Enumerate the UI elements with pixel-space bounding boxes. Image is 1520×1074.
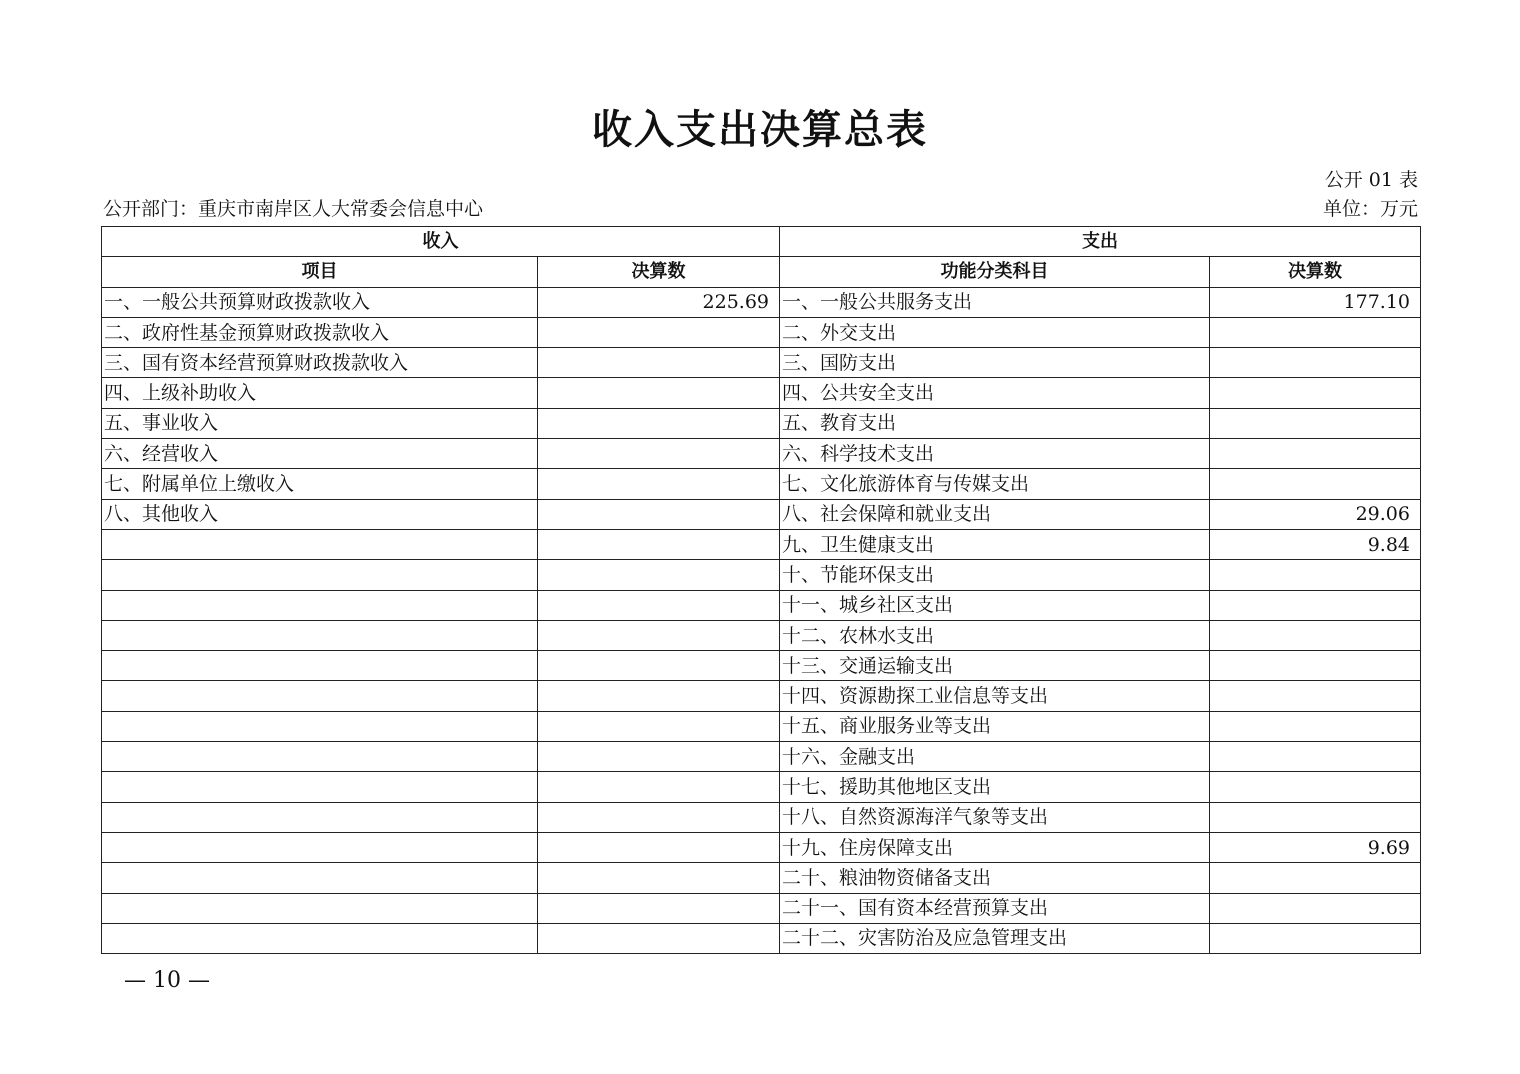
expense-item-cell: 十九、住房保障支出 (780, 832, 1210, 862)
expense-item-cell: 七、文化旅游体育与传媒支出 (780, 469, 1210, 499)
income-amount-cell (538, 378, 780, 408)
income-amount-cell (538, 832, 780, 862)
expense-item-cell: 六、科学技术支出 (780, 439, 1210, 469)
expense-item-cell: 二十、粮油物资储备支出 (780, 863, 1210, 893)
table-row (102, 529, 1421, 559)
table-body (102, 287, 1421, 954)
income-item-cell (102, 863, 538, 893)
department-label: 公开部门：重庆市南岸区人大常委会信息中心 (103, 198, 484, 220)
income-amount-cell (538, 681, 780, 711)
expense-amount-cell: 9.69 (1210, 832, 1421, 862)
expense-item-cell: 二十一、国有资本经营预算支出 (780, 893, 1210, 923)
income-amount-cell (538, 711, 780, 741)
table-row (102, 863, 1421, 893)
income-item-cell (102, 620, 538, 650)
income-item-cell (102, 590, 538, 620)
income-item-cell (102, 742, 538, 772)
expense-item-cell: 十七、援助其他地区支出 (780, 772, 1210, 802)
expense-item-cell: 十六、金融支出 (780, 742, 1210, 772)
table-row (102, 590, 1421, 620)
income-item-cell: 六、经营收入 (102, 439, 538, 469)
expense-item-cell: 一、一般公共服务支出 (780, 287, 1210, 317)
table-row (102, 499, 1421, 529)
income-item-cell: 二、政府性基金预算财政拨款收入 (102, 317, 538, 347)
income-item-cell (102, 923, 538, 953)
table-row (102, 802, 1421, 832)
income-amount-cell (538, 408, 780, 438)
income-amount-cell (538, 590, 780, 620)
table-row (102, 560, 1421, 590)
expense-amount-cell (1210, 893, 1421, 923)
income-item-cell (102, 529, 538, 559)
expense-amount-cell (1210, 439, 1421, 469)
income-amount-cell (538, 742, 780, 772)
expense-item-cell: 十八、自然资源海洋气象等支出 (780, 802, 1210, 832)
income-amount-cell (538, 469, 780, 499)
expense-amount-cell (1210, 620, 1421, 650)
income-item-cell (102, 893, 538, 923)
table-row (102, 469, 1421, 499)
income-item-cell: 四、上级补助收入 (102, 378, 538, 408)
expense-category-header: 功能分类科目 (780, 257, 1210, 287)
income-header: 收入 (102, 227, 780, 257)
expense-amount-cell: 29.06 (1210, 499, 1421, 529)
income-item-cell: 七、附属单位上缴收入 (102, 469, 538, 499)
unit-label: 单位：万元 (1322, 198, 1418, 220)
expense-amount-cell (1210, 923, 1421, 953)
table-row (102, 742, 1421, 772)
table-row (102, 711, 1421, 741)
income-amount-cell (538, 317, 780, 347)
table-row (102, 681, 1421, 711)
income-amount-cell (538, 923, 780, 953)
expense-amount-cell: 177.10 (1210, 287, 1421, 317)
table-row (102, 439, 1421, 469)
income-amount-cell (538, 499, 780, 529)
expense-item-cell: 十一、城乡社区支出 (780, 590, 1210, 620)
income-item-cell (102, 560, 538, 590)
expense-item-cell: 二、外交支出 (780, 317, 1210, 347)
expense-amount-cell (1210, 742, 1421, 772)
expense-amount-cell (1210, 651, 1421, 681)
header-row-sub (102, 257, 1421, 287)
income-item-cell (102, 711, 538, 741)
table-row (102, 923, 1421, 953)
income-item-cell: 三、国有资本经营预算财政拨款收入 (102, 348, 538, 378)
table-row (102, 378, 1421, 408)
expense-amount-cell (1210, 469, 1421, 499)
expense-item-cell: 十二、农林水支出 (780, 620, 1210, 650)
income-amount-header: 决算数 (538, 257, 780, 287)
income-item-cell: 八、其他收入 (102, 499, 538, 529)
expense-item-cell: 二十二、灾害防治及应急管理支出 (780, 923, 1210, 953)
expense-header: 支出 (780, 227, 1421, 257)
income-amount-cell (538, 529, 780, 559)
income-item-header: 项目 (102, 257, 538, 287)
income-amount-cell (538, 863, 780, 893)
expense-item-cell: 三、国防支出 (780, 348, 1210, 378)
table-row (102, 651, 1421, 681)
income-amount-cell (538, 772, 780, 802)
table-row (102, 620, 1421, 650)
income-item-cell: 一、一般公共预算财政拨款收入 (102, 287, 538, 317)
expense-amount-cell: 9.84 (1210, 529, 1421, 559)
expense-amount-cell (1210, 317, 1421, 347)
income-item-cell (102, 681, 538, 711)
expense-amount-cell (1210, 711, 1421, 741)
expense-amount-cell (1210, 681, 1421, 711)
income-item-cell: 五、事业收入 (102, 408, 538, 438)
income-amount-cell (538, 560, 780, 590)
income-item-cell (102, 651, 538, 681)
income-amount-cell (538, 439, 780, 469)
expense-item-cell: 十五、商业服务业等支出 (780, 711, 1210, 741)
income-amount-cell: 225.69 (538, 287, 780, 317)
expense-item-cell: 四、公共安全支出 (780, 378, 1210, 408)
expense-amount-cell (1210, 348, 1421, 378)
income-item-cell (102, 802, 538, 832)
table-row (102, 832, 1421, 862)
income-item-cell (102, 832, 538, 862)
income-amount-cell (538, 893, 780, 923)
income-amount-cell (538, 651, 780, 681)
expense-item-cell: 十四、资源勘探工业信息等支出 (780, 681, 1210, 711)
expense-item-cell: 八、社会保障和就业支出 (780, 499, 1210, 529)
table-row (102, 287, 1421, 317)
expense-item-cell: 五、教育支出 (780, 408, 1210, 438)
income-amount-cell (538, 802, 780, 832)
income-amount-cell (538, 620, 780, 650)
expense-amount-cell (1210, 378, 1421, 408)
header-row-top (102, 227, 1421, 257)
table-row (102, 317, 1421, 347)
expense-amount-cell (1210, 590, 1421, 620)
expense-item-cell: 十、节能环保支出 (780, 560, 1210, 590)
table-row (102, 408, 1421, 438)
expense-amount-cell (1210, 802, 1421, 832)
table-row (102, 348, 1421, 378)
budget-table (101, 226, 1421, 954)
expense-amount-cell (1210, 408, 1421, 438)
expense-amount-header: 决算数 (1210, 257, 1421, 287)
table-row (102, 772, 1421, 802)
income-amount-cell (538, 348, 780, 378)
page-number: — 10 — (124, 968, 210, 993)
expense-amount-cell (1210, 772, 1421, 802)
table-row (102, 893, 1421, 923)
document-title: 收入支出决算总表 (592, 107, 928, 153)
form-number: 公开 01 表 (1324, 169, 1418, 191)
income-item-cell (102, 772, 538, 802)
expense-item-cell: 十三、交通运输支出 (780, 651, 1210, 681)
expense-item-cell: 九、卫生健康支出 (780, 529, 1210, 559)
expense-amount-cell (1210, 863, 1421, 893)
expense-amount-cell (1210, 560, 1421, 590)
